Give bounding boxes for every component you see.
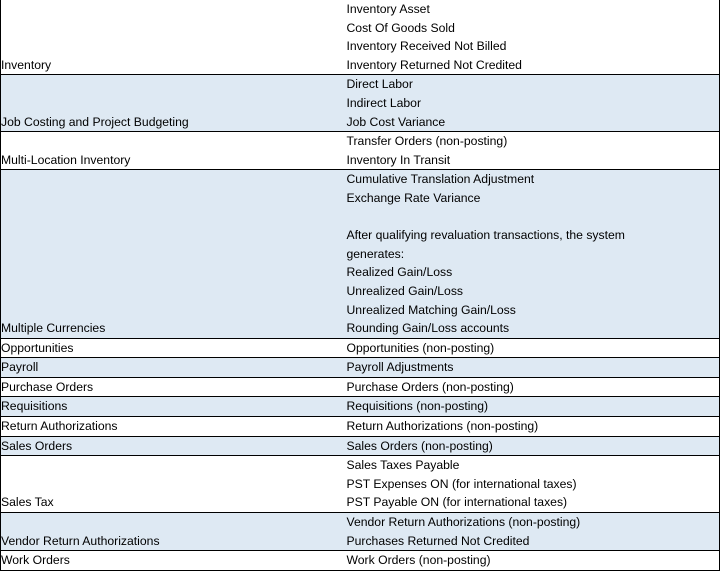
account-line: Rounding Gain/Loss accounts <box>346 321 510 336</box>
feature-name-cell: Payroll <box>1 358 347 378</box>
feature-name-cell: Multiple Currencies <box>1 170 347 338</box>
feature-name-cell: Sales Orders <box>1 436 347 456</box>
table-row <box>1 170 720 338</box>
account-line: Sales Taxes Payable <box>346 458 460 473</box>
account-line: PST Expenses ON (for international taxes) <box>346 476 577 491</box>
account-line: Sales Orders (non-posting) <box>346 438 493 453</box>
accounts-cell <box>347 551 720 571</box>
accounts-cell <box>347 377 720 397</box>
account-line: Inventory Returned Not Credited <box>346 57 522 72</box>
feature-name-cell: Return Authorizations <box>1 417 347 437</box>
account-line: Unrealized Gain/Loss <box>346 283 464 298</box>
feature-name-cell: Sales Tax <box>1 456 347 513</box>
account-line: Direct Labor <box>346 77 413 92</box>
accounts-cell <box>347 436 720 456</box>
feature-name-cell: Job Costing and Project Budgeting <box>1 75 347 132</box>
feature-name-cell: Multi-Location Inventory <box>1 132 347 170</box>
accounts-cell <box>347 0 720 75</box>
feature-name-cell: Opportunities <box>1 338 347 358</box>
accounts-cell <box>347 338 720 358</box>
feature-name-cell: Inventory <box>1 0 347 75</box>
table-row <box>1 417 720 437</box>
table-row <box>1 377 720 397</box>
table-row <box>1 75 720 132</box>
account-line: Transfer Orders (non-posting) <box>346 134 508 149</box>
table-body <box>1 0 720 570</box>
account-line: Opportunities (non-posting) <box>346 340 495 355</box>
accounts-cell <box>347 132 720 170</box>
accounts-cell <box>347 358 720 378</box>
account-line: Cost Of Goods Sold <box>346 20 455 35</box>
accounts-cell <box>347 456 720 513</box>
table-row <box>1 338 720 358</box>
account-line: Realized Gain/Loss <box>346 265 453 280</box>
account-line: Purchase Orders (non-posting) <box>346 379 514 394</box>
table-row <box>1 456 720 513</box>
accounts-cell <box>347 170 720 338</box>
account-line: Work Orders (non-posting) <box>346 553 491 568</box>
feature-name-cell: Requisitions <box>1 397 347 417</box>
account-line: Unrealized Matching Gain/Loss <box>346 302 516 317</box>
account-line: Cumulative Translation Adjustment <box>346 172 535 187</box>
accounts-cell <box>347 513 720 551</box>
account-line-spacer <box>347 208 720 227</box>
account-line: Job Cost Variance <box>346 114 446 129</box>
feature-name-cell: Vendor Return Authorizations <box>1 513 347 551</box>
account-line: Inventory Received Not Billed <box>346 39 507 54</box>
account-line: Return Authorizations (non-posting) <box>346 419 539 434</box>
account-line: Indirect Labor <box>346 95 422 110</box>
account-line: Purchases Returned Not Credited <box>346 533 530 548</box>
account-line: Inventory Asset <box>346 2 430 16</box>
table-row <box>1 513 720 551</box>
account-line: After qualifying revaluation transactions, the system <box>346 228 625 243</box>
account-line: Exchange Rate Variance <box>346 190 481 205</box>
table-row <box>1 436 720 456</box>
account-line: PST Payable ON (for international taxes) <box>346 495 568 510</box>
account-line: generates: <box>346 246 405 261</box>
table-row <box>1 132 720 170</box>
account-line: Payroll Adjustments <box>346 360 454 375</box>
account-line: Vendor Return Authorizations (non-posting) <box>346 515 581 530</box>
feature-name-cell: Work Orders <box>1 551 347 571</box>
accounts-cell <box>347 417 720 437</box>
account-line: Requisitions (non-posting) <box>346 399 489 414</box>
feature-name-cell: Purchase Orders <box>1 377 347 397</box>
table-row <box>1 358 720 378</box>
table-row <box>1 551 720 571</box>
accounts-cell <box>347 75 720 132</box>
accounts-cell <box>347 397 720 417</box>
account-line: Inventory In Transit <box>346 152 451 167</box>
table-row <box>1 0 720 75</box>
table-row <box>1 397 720 417</box>
